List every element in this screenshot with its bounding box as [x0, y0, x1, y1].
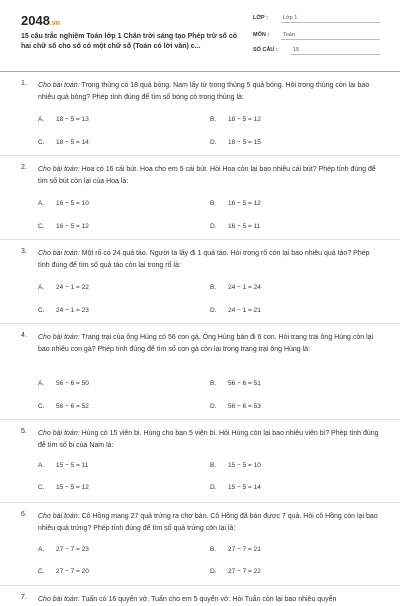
option-d[interactable]: D. 27 − 7 = 22 [210, 568, 261, 575]
option-a[interactable]: A. 56 − 6 = 50 [38, 380, 89, 387]
option-c[interactable]: C. 56 − 6 = 52 [38, 403, 89, 410]
question-text: Cho bài toán: Hùng có 15 viên bi. Hùng cho bạn 5 viên bi. Hỏi Hùng còn lại bao nhiêu viên bi? Phép tính đúng để tìm số bi của Nam là: [38, 430, 379, 449]
option-c[interactable]: C. 18 − 5 = 14 [38, 139, 89, 146]
question-text: Cho bài toán: Một rổ có 24 quả táo. Người ta lấy đi 1 quả táo. Hỏi trong rổ còn lại bao nhiêu quả táo? Phép tính đúng để tìm số quả táo còn lại trong rổ là: [38, 250, 370, 269]
question-number: 1. [21, 80, 27, 87]
option-c[interactable]: C. 24 − 1 = 23 [38, 307, 89, 314]
question-number: 6. [21, 511, 27, 518]
question-text: Cho bài toán: Trong thùng có 18 quả bóng. Nam lấy từ trong thùng 5 quả bóng. Hỏi trong thùng còn lại bao nhiêu quả bóng? Phép tính đúng để tìm số bóng có trong thùng là: [38, 82, 370, 101]
option-d[interactable]: D. 18 − 5 = 15 [210, 139, 261, 146]
question-number: 2. [21, 164, 27, 171]
question-divider [0, 323, 400, 324]
option-d[interactable]: D. 15 − 5 = 14 [210, 484, 261, 491]
grade-field: LỚP : Lớp 1 [253, 13, 380, 23]
question-text: Cho bài toán: Cô Hồng mang 27 quả trứng ra chợ bán. Cô Hồng đã bán được 7 quả. Hỏi cô Hồng còn lại bao nhiêu quả trứng? Phép tính đúng để tìm số quả trứng còn lại là: [38, 513, 378, 532]
option-b[interactable]: B. 24 − 1 = 24 [210, 284, 261, 291]
option-d[interactable]: D. 56 − 6 = 53 [210, 403, 261, 410]
question-text: Cho bài toán: Trang trại của ông Hùng có 56 con gà. Ông Hùng bán đi 6 con. Hỏi trang trại ông Hùng còn lại bao nhiêu con gà? Phép tính đúng để tìm số con gà còn lại trong trang trại ông Hùng là: [38, 334, 374, 353]
option-b[interactable]: B. 56 − 6 = 51 [210, 380, 261, 387]
question-divider [0, 419, 400, 420]
option-a[interactable]: A. 15 − 5 = 11 [38, 462, 89, 469]
header-divider [0, 71, 400, 72]
worksheet-header [0, 0, 400, 66]
subject-field: MÔN : Toán [253, 30, 380, 40]
option-d[interactable]: D. 24 − 1 = 21 [210, 307, 261, 314]
option-b[interactable]: B. 18 − 5 = 12 [210, 116, 261, 123]
site-logo[interactable]: 2048.vn [21, 13, 61, 28]
option-c[interactable]: C. 27 − 7 = 20 [38, 568, 89, 575]
option-c[interactable]: C. 16 − 5 = 12 [38, 223, 89, 230]
option-c[interactable]: C. 15 − 5 = 12 [38, 484, 89, 491]
question-number: 5. [21, 428, 27, 435]
option-a[interactable]: A. 18 − 5 = 13 [38, 116, 89, 123]
option-b[interactable]: B. 27 − 7 = 21 [210, 546, 261, 553]
question-divider [0, 239, 400, 240]
question-text: Cho bài toán: Tuấn có 16 quyển vở. Tuấn cho em 5 quyển vở. Hỏi Tuấn còn lại bao nhiêu quyển [38, 596, 337, 603]
option-a[interactable]: A. 27 − 7 = 23 [38, 546, 89, 553]
question-divider [0, 502, 400, 503]
question-number: 7. [21, 594, 27, 601]
question-count-field: SỐ CÂU : 15 [253, 45, 380, 55]
option-d[interactable]: D. 16 − 5 = 11 [210, 223, 261, 230]
option-b[interactable]: B. 16 − 5 = 12 [210, 200, 261, 207]
worksheet-title: 15 câu trắc nghiệm Toán lớp 1 Chân trời sáng tạo Phép trừ số có hai chữ số cho số có một chữ số (Toán có lời văn) c... [21, 33, 237, 50]
option-b[interactable]: B. 15 − 5 = 10 [210, 462, 261, 469]
question-text: Cho bài toán: Hoa có 16 cái bút. Hoa cho em 5 cái bút. Hỏi Hoa còn lại bao nhiêu cái bút? Phép tính đúng để tìm số bút còn lại của Hoa là: [38, 166, 376, 185]
question-divider [0, 585, 400, 586]
question-number: 4. [21, 332, 27, 339]
option-a[interactable]: A. 16 − 5 = 10 [38, 200, 89, 207]
question-number: 3. [21, 248, 27, 255]
question-divider [0, 155, 400, 156]
option-a[interactable]: A. 24 − 1 = 22 [38, 284, 89, 291]
